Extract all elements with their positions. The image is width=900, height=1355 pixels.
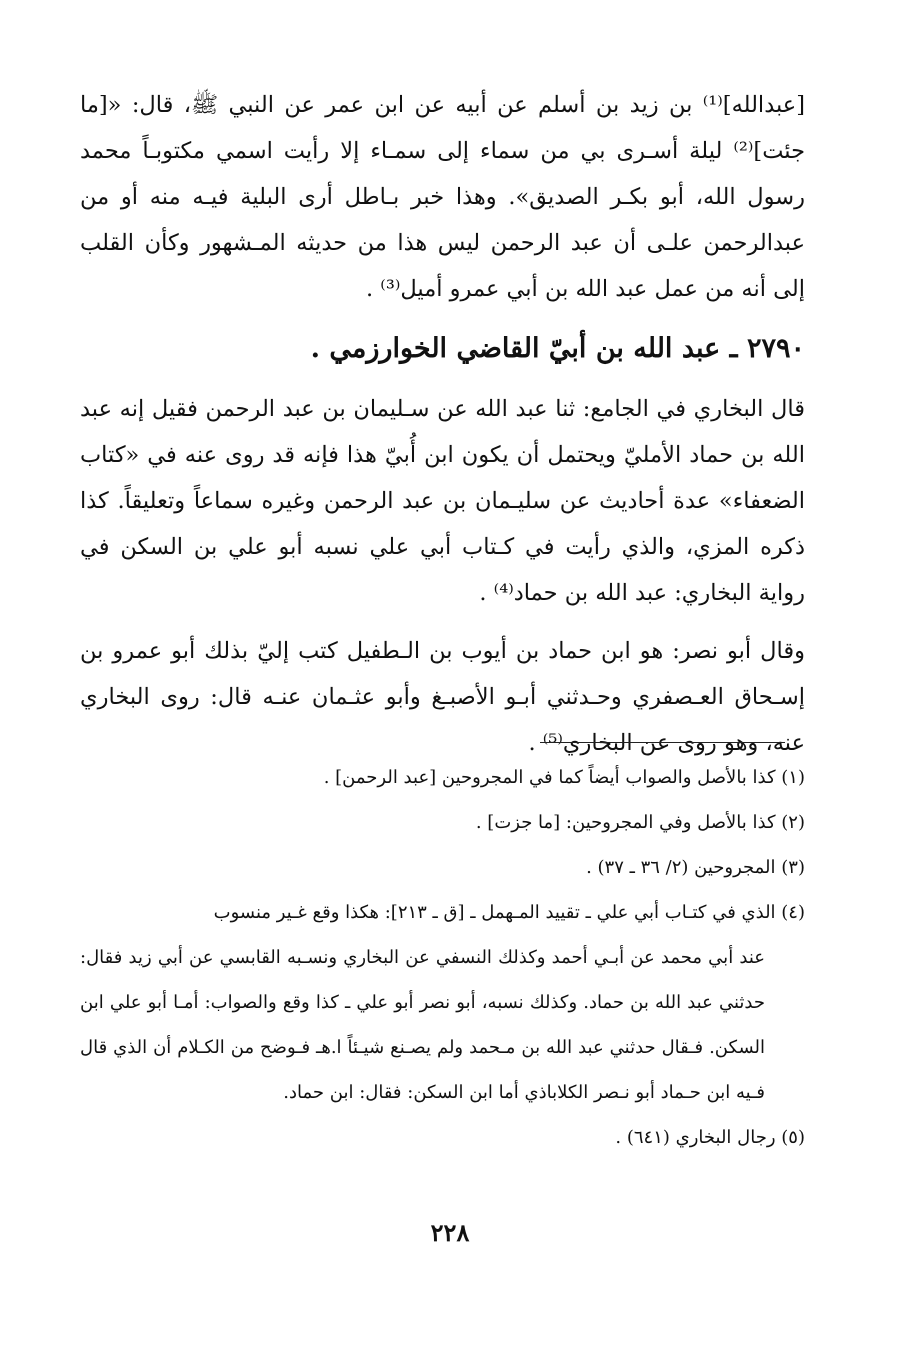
entry-title: ٢٧٩٠ ـ عبد الله بن أبيّ القاضي الخوارزمي . <box>310 333 805 364</box>
footnote-4 <box>80 890 805 1115</box>
footnote-4-first-line: (٤) الذي في كتـاب أبي علي ـ تقييد المـهمل ـ [ق ـ ٢١٣]: هكذا وقع غـير منسوب <box>213 902 805 923</box>
footnotes <box>80 755 805 1160</box>
footnote-4-continuation: عند أبي محمد عن أبـي أحمد وكذلك النسفي عن البخاري ونسـبه القابسي عن أبي زيد فقال: حدثني عبد الله بن حماد. وكذلك نسبه، أبو نصر أبو علي ـ كذا وقع والصواب: أمـا أبو علي ابن السكن. فـقال حدثني عبد الله بن مـحمد ولم يصـنع شيـئاً ا.هـ فـوضح من الكـلام أن الذي قال فـيه ابن حـماد أبو نـصر الكلاباذي أما ابن السكن: فقال: ابن حماد. <box>80 947 765 1103</box>
body-paragraph-3: وقال أبو نصر: هو ابن حماد بن أيوب بن الـطفيل كتب إليّ بذلك أبو عمرو بن إسـحاق العـصفري وحـدثني أبـو الأصبـغ وأبو عثـمان عنـه قال: روى البخاري عنه، وهو روى عن البخاري⁽⁵⁾ . <box>80 638 805 756</box>
main-text <box>80 82 805 766</box>
footnote-separator <box>540 742 785 743</box>
footnote-1: (١) كذا بالأصل والصواب أيضاً كما في المجروحين [عبد الرحمن] . <box>323 767 805 788</box>
footnote-2: (٢) كذا بالأصل وفي المجروحين: [ما جزت] . <box>475 812 805 833</box>
footnote-3: (٣) المجروحين (٢/ ٣٦ ـ ٣٧) . <box>586 857 805 878</box>
footnote-5: (٥) رجال البخاري (٦٤١) . <box>615 1127 805 1148</box>
body-paragraph-1: [عبدالله]⁽¹⁾ بن زيد بن أسلم عن أبيه عن ابن عمر عن النبي ﷺ، قال: «[ما جئت]⁽²⁾ ليلة أسـرى بي من سماء إلى سمـاء إلا رأيت اسمي مكتوبـاً محمد رسول الله، أبو بكـر الصديق». وهذا خبر بـاطل أرى البلية فيـه منه أو من عبدالرحمن علـى أن عبد الرحمن ليس هذا من حديثه المـشهور وكأن القلب إلى أنه من عمل عبد الله بن أبي عمرو أميل⁽³⁾ . <box>80 92 805 302</box>
body-paragraph-2: قال البخاري في الجامع: ثنا عبد الله عن سـليمان بن عبد الرحمن فقيل إنه عبد الله بن حماد الأمليّ ويحتمل أن يكون ابن أُبيّ هذا فإنه قد روى عنه في «كتاب الضعفاء» عدة أحاديث عن سليـمان بن عبد الرحمن وغيره سماعاً وتعليقاً. كذا ذكره المزي، والذي رأيت في كـتاب أبي علي نسبه أبو علي بن السكن في رواية البخاري: عبد الله بن حماد⁽⁴⁾ . <box>80 396 805 606</box>
page-number: ٢٢٨ <box>430 1218 470 1247</box>
